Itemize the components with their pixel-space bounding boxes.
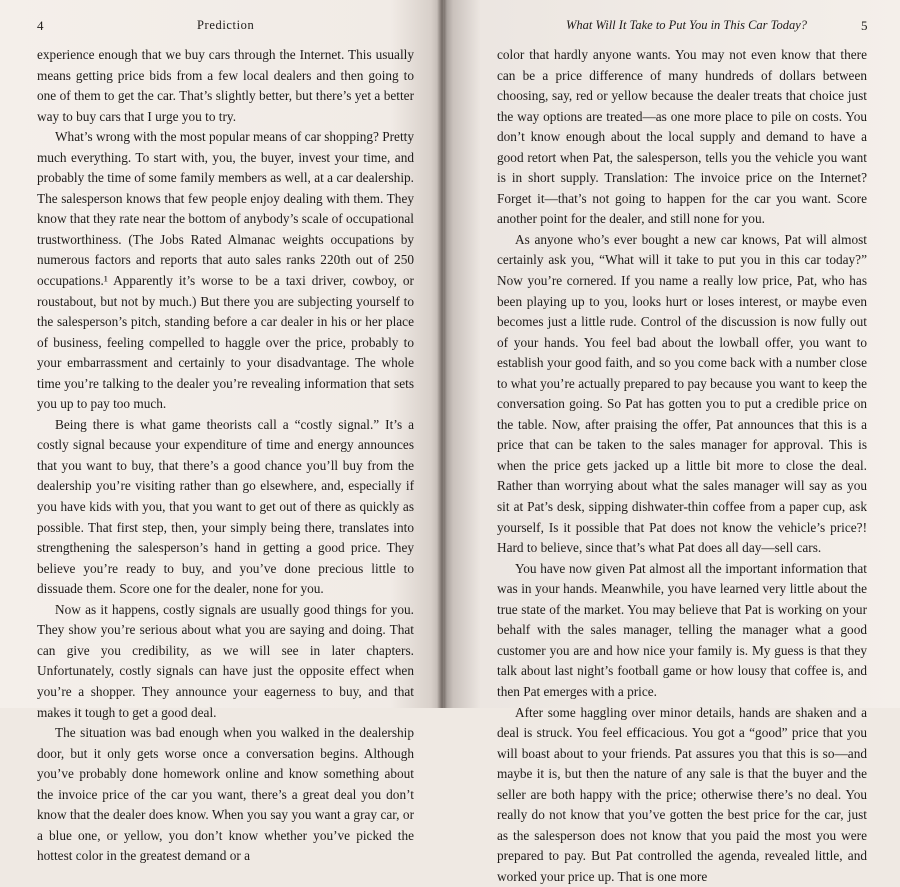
page-number: 5: [861, 18, 868, 34]
paragraph: You have now given Pat almost all the important information that was in your hands. Meanwhile, you have learned very little about the true state of the market. You may believe that Pat is working on your behalf with the sales manager, telling the manager what a good customer you are and how nice your family is. My guess is that they talk about last night’s football game or how lousy that coffee is, and then Pat emerges with a price.: [497, 559, 867, 703]
paragraph: Now as it happens, costly signals are usually good things for you. They show you’re serious about what you are saying and doing. That can give you credibility, as we will see in later chapters. Unfortunately, costly signals can have just the opposite effect when you’re a shopper. They announce your eagerness to buy, and that makes it tough to get a good deal.: [37, 600, 414, 723]
paragraph: What’s wrong with the most popular means of car shopping? Pretty much everything. To start with, you, the buyer, invest your time, and probably the time of some family members as well, at a car dealership. The salesperson knows that few people enjoy dealing with them. They know that they rate near the bottom of anybody’s scale of occupational trustworthiness. (The Jobs Rated Almanac weights occupations by numerous factors and reports that auto sales ranks 220th out of 250 occupations.¹ Apparently it’s worse to be a taxi driver, cowboy, or roustabout, but not by much.) But there you are subjecting yourself to the salesperson’s pitch, standing before a car dealer in his or her place of business, feeling compelled to haggle over the price, probably to your embarrassment and certainly to your disadvantage. The whole time you’re talking to the dealer you’re revealing information that sets you up to pay too much.: [37, 127, 414, 415]
left-page: [0, 0, 444, 708]
running-head: Prediction: [197, 18, 254, 33]
body-text: [37, 45, 414, 867]
paragraph: After some haggling over minor details, hands are shaken and a deal is struck. You feel efficacious. You got a “good” price that you will boast about to your friends. Pat assures you that this is so—and maybe it is, but then the nature of any sale is that the buyer and the seller are both happy with the price; otherwise there’s no deal. You really do not know that you’ve gotten the best price for the car, just as the salesperson does not know that you paid the most you were prepared to pay. But Pat controlled the agenda, revealed little, and worked your price up. That is one more: [497, 703, 867, 887]
paragraph: Being there is what game theorists call a “costly signal.” It’s a costly signal because your expenditure of time and energy announces that you want to buy, that there’s a good chance you’ll buy from the dealership you’re visiting rather than go elsewhere, and, especially if you have kids with you, that you want to get out of there as quickly as possible. That first step, then, your simply being there, translates into strengthening the salesperson’s hand in getting a good price. They believe you’re ready to buy, and you’ve done precious little to dissuade them. Score one for the dealer, none for you.: [37, 415, 414, 600]
right-page: [444, 0, 900, 708]
running-head: What Will It Take to Put You in This Car Today?: [566, 18, 807, 33]
body-text: [497, 45, 867, 887]
page-number: 4: [37, 18, 44, 34]
paragraph: As anyone who’s ever bought a new car knows, Pat will almost certainly ask you, “What will it take to put you in this car today?” Now you’re cornered. If you name a really low price, Pat, who has been playing up to you, looks hurt or loses interest, or maybe even becomes just a little rude. Control of the discussion is now fully out of your hands. You feel bad about the lowball offer, you want to establish your good faith, and so you come back with a number close to what you’re actually prepared to pay because you want to keep the conversation going. So Pat has gotten you to put a credible price on the table. Now, after praising the offer, Pat announces that this is a price that can be taken to the sales manager for approval. This is when the price gets jacked up a little bit more to close the deal. Rather than worrying about what the sales manager will say as you sit at Pat’s desk, sipping dishwater-thin coffee from a paper cup, ask yourself, Is it possible that Pat does not know the vehicle’s price?! Hard to believe, since that’s what Pat does all day—sell cars.: [497, 230, 867, 559]
paragraph: experience enough that we buy cars through the Internet. This usually means getting price bids from a few local dealers and then going to one of them to get the car. That’s slightly better, but there’s yet a better way to buy cars that I urge you to try.: [37, 45, 414, 127]
book-gutter: [437, 0, 447, 708]
paragraph: The situation was bad enough when you walked in the dealership door, but it only gets worse once a conversation begins. Although you’ve probably done homework online and know something about the invoice price of the car you want, there’s a great deal you don’t know that the dealer does know. When you say you want a gray car, or a blue one, or yellow, you don’t know whether you’ve picked the hottest color in the greatest demand or a: [37, 723, 414, 867]
paragraph: color that hardly anyone wants. You may not even know that there can be a price difference of many hundreds of dollars between choosing, say, red or yellow because the dealer treats that choice just the way options are treated—as one more place to pile on costs. You don’t know enough about the local supply and demand to have a good retort when Pat, the salesperson, tells you the vehicle you want is in short supply. Translation: The invoice price on the Internet? Forget it—that’s not going to happen for the car you want. Score another point for the dealer, and still none for you.: [497, 45, 867, 230]
